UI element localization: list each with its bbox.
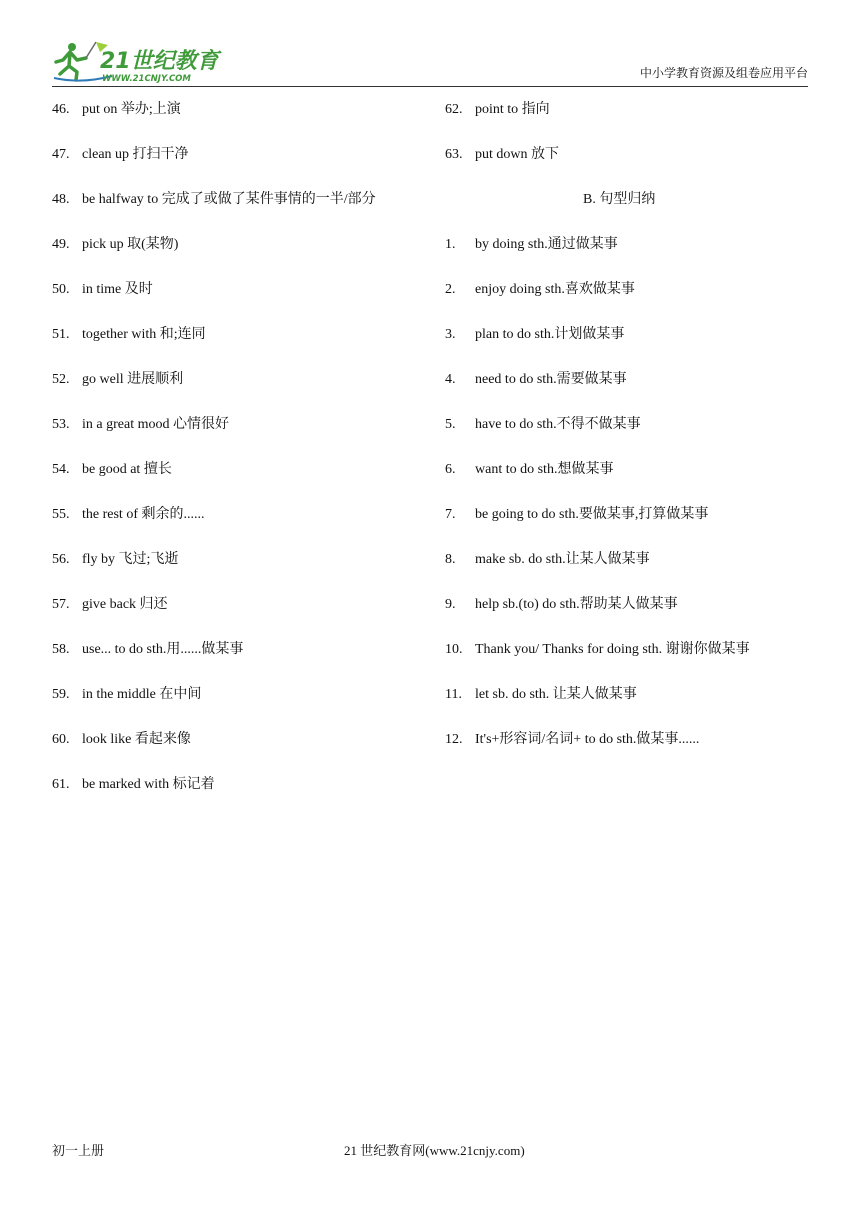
list-item: 48. be halfway to 完成了或做了某件事情的一半/部分 bbox=[52, 192, 376, 207]
list-item: 47. clean up 打扫干净 bbox=[52, 147, 189, 162]
site-logo bbox=[52, 38, 222, 84]
phrase-list-right bbox=[445, 96, 815, 771]
footer-grade: 初一上册 bbox=[52, 1144, 105, 1159]
list-item: 46. put on 举办;上演 bbox=[52, 102, 181, 117]
list-item: 56. fly by 飞过;飞逝 bbox=[52, 552, 179, 567]
list-item: 9. help sb.(to) do sth.帮助某人做某事 bbox=[445, 597, 678, 612]
list-item: 5. have to do sth.不得不做某事 bbox=[445, 417, 641, 432]
list-item: 10. Thank you/ Thanks for doing sth. 谢谢你做某事 bbox=[445, 642, 750, 657]
list-item: 50. in time 及时 bbox=[52, 282, 153, 297]
list-item: 61. be marked with 标记着 bbox=[52, 777, 215, 792]
list-item: 53. in a great mood 心情很好 bbox=[52, 417, 229, 432]
list-item: 1. by doing sth.通过做某事 bbox=[445, 237, 618, 252]
list-item: 54. be good at 擅长 bbox=[52, 462, 172, 477]
list-item: 57. give back 归还 bbox=[52, 597, 168, 612]
list-item: 3. plan to do sth.计划做某事 bbox=[445, 327, 625, 342]
section-heading: B. 句型归纳 bbox=[583, 192, 656, 207]
list-item: 60. look like 看起来像 bbox=[52, 732, 191, 747]
list-item: 58. use... to do sth.用......做某事 bbox=[52, 642, 244, 657]
page-header bbox=[52, 38, 808, 87]
list-item: 63. put down 放下 bbox=[445, 147, 559, 162]
svg-text:21世纪教育: 21世纪教育 bbox=[100, 49, 219, 74]
platform-name: 中小学教育资源及组卷应用平台 bbox=[639, 66, 808, 80]
phrase-list-left bbox=[52, 96, 422, 816]
list-item: 8. make sb. do sth.让某人做某事 bbox=[445, 552, 650, 567]
list-item: 4. need to do sth.需要做某事 bbox=[445, 372, 627, 387]
list-item: 49. pick up 取(某物) bbox=[52, 237, 179, 252]
list-item: 12. It's+形容词/名词+ to do sth.做某事...... bbox=[445, 732, 700, 747]
footer-site: 21 世纪教育网(www.21cnjy.com) bbox=[344, 1143, 525, 1158]
list-item: 51. together with 和;连同 bbox=[52, 327, 206, 342]
svg-text:WWW.21CNJY.COM: WWW.21CNJY.COM bbox=[102, 74, 191, 84]
list-item: 55. the rest of 剩余的...... bbox=[52, 507, 205, 522]
list-item: 6. want to do sth.想做某事 bbox=[445, 462, 614, 477]
list-item: 52. go well 进展顺利 bbox=[52, 372, 184, 387]
list-item: 62. point to 指向 bbox=[445, 102, 550, 117]
list-item: 2. enjoy doing sth.喜欢做某事 bbox=[445, 282, 635, 297]
list-item: 7. be going to do sth.要做某事,打算做某事 bbox=[445, 507, 709, 522]
list-item: 11. let sb. do sth. 让某人做某事 bbox=[445, 687, 637, 702]
list-item: 59. in the middle 在中间 bbox=[52, 687, 202, 702]
